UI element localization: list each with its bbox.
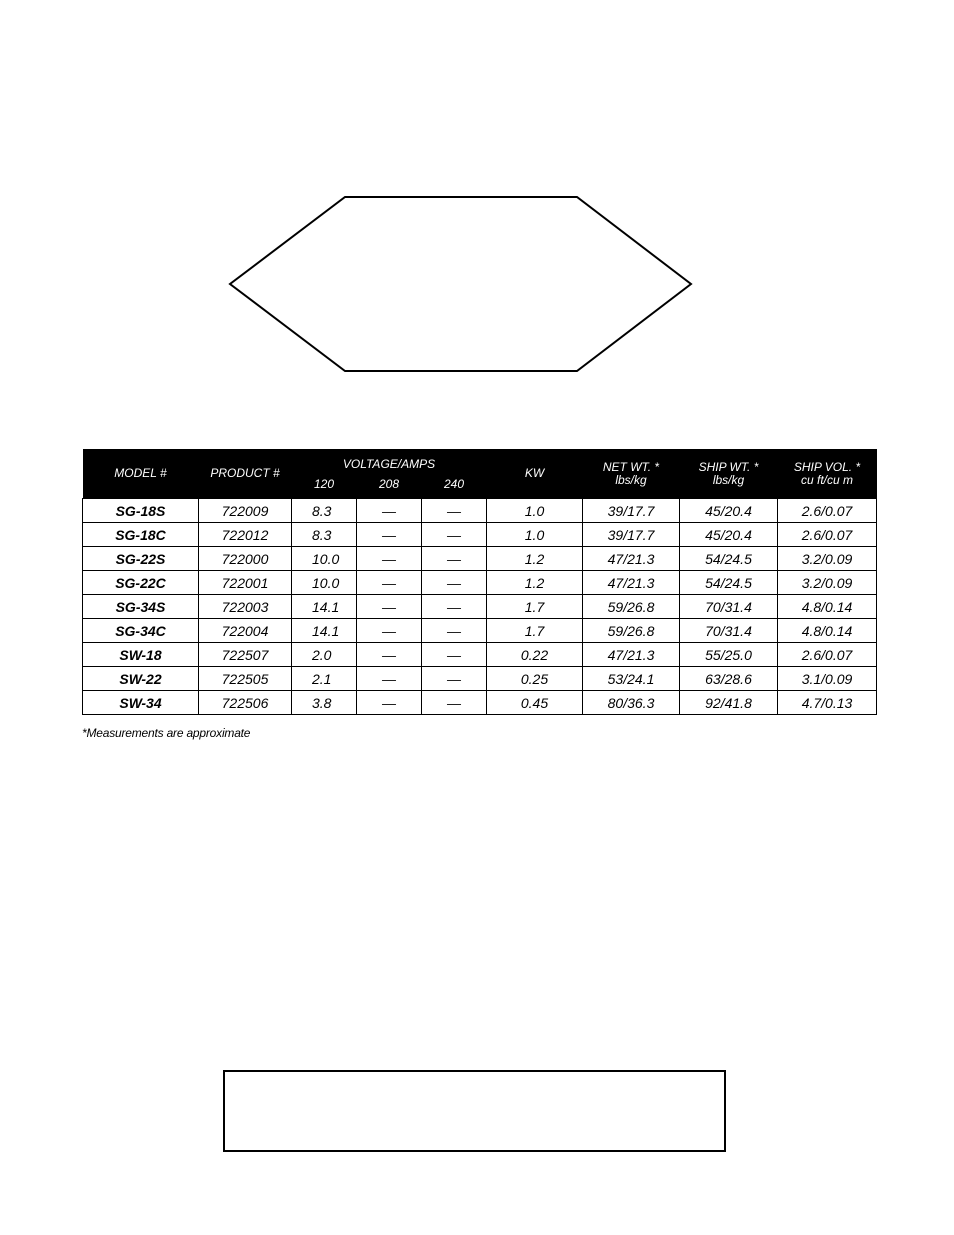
cell-model: SG-22S bbox=[83, 547, 199, 571]
header-net-wt-label: NET WT. * bbox=[602, 459, 660, 474]
header-model: MODEL # bbox=[83, 449, 199, 499]
table-row bbox=[83, 523, 877, 547]
cell-208v: — bbox=[357, 691, 422, 715]
header-kw: KW bbox=[487, 449, 583, 499]
header-ship-vol-unit: cu ft/cu m bbox=[800, 472, 853, 487]
cell-product: 722505 bbox=[199, 667, 292, 691]
cell-208v: — bbox=[357, 547, 422, 571]
cell-kw: 0.45 bbox=[487, 691, 583, 715]
table-row bbox=[83, 619, 877, 643]
cell-product: 722506 bbox=[199, 691, 292, 715]
cell-ship-vol: 2.6/0.07 bbox=[778, 499, 877, 523]
cell-208v: — bbox=[357, 667, 422, 691]
cell-net-wt: 53/24.1 bbox=[583, 667, 680, 691]
header-net-wt bbox=[583, 449, 680, 499]
cell-208v: — bbox=[357, 619, 422, 643]
cell-product: 722003 bbox=[199, 595, 292, 619]
cell-208v: — bbox=[357, 523, 422, 547]
cell-product: 722000 bbox=[199, 547, 292, 571]
cell-model: SG-18S bbox=[83, 499, 199, 523]
cell-net-wt: 47/21.3 bbox=[583, 547, 680, 571]
cell-ship-wt: 45/20.4 bbox=[680, 499, 778, 523]
table-row bbox=[83, 691, 877, 715]
cell-240v: — bbox=[422, 499, 487, 523]
header-ship-wt bbox=[680, 449, 778, 499]
cell-208v: — bbox=[357, 595, 422, 619]
cell-120v: 8.3 bbox=[292, 523, 357, 547]
cell-model: SG-18C bbox=[83, 523, 199, 547]
cell-product: 722009 bbox=[199, 499, 292, 523]
cell-model: SG-34S bbox=[83, 595, 199, 619]
cell-240v: — bbox=[422, 619, 487, 643]
cell-120v: 8.3 bbox=[292, 499, 357, 523]
measurements-footnote: *Measurements are approximate bbox=[82, 726, 251, 740]
cell-kw: 1.2 bbox=[487, 571, 583, 595]
cell-model: SW-22 bbox=[83, 667, 199, 691]
cell-net-wt: 47/21.3 bbox=[583, 643, 680, 667]
cell-ship-vol: 4.8/0.14 bbox=[778, 619, 877, 643]
cell-product: 722012 bbox=[199, 523, 292, 547]
cell-240v: — bbox=[422, 643, 487, 667]
header-net-wt-unit: lbs/kg bbox=[615, 472, 647, 487]
table-header-row bbox=[83, 449, 877, 471]
header-120v: 120 bbox=[292, 471, 357, 499]
header-ship-wt-label: SHIP WT. * bbox=[698, 459, 759, 474]
cell-ship-vol: 2.6/0.07 bbox=[778, 643, 877, 667]
cell-kw: 1.7 bbox=[487, 595, 583, 619]
header-240v: 240 bbox=[422, 471, 487, 499]
cell-ship-wt: 63/28.6 bbox=[680, 667, 778, 691]
table-row bbox=[83, 571, 877, 595]
cell-kw: 1.7 bbox=[487, 619, 583, 643]
cell-net-wt: 47/21.3 bbox=[583, 571, 680, 595]
cell-model: SG-22C bbox=[83, 571, 199, 595]
cell-120v: 10.0 bbox=[292, 547, 357, 571]
table-row bbox=[83, 499, 877, 523]
cell-240v: — bbox=[422, 523, 487, 547]
cell-120v: 14.1 bbox=[292, 619, 357, 643]
cell-ship-vol: 3.1/0.09 bbox=[778, 667, 877, 691]
empty-outlined-box bbox=[223, 1070, 726, 1152]
header-ship-vol bbox=[778, 449, 877, 499]
table-row bbox=[83, 547, 877, 571]
cell-ship-vol: 3.2/0.09 bbox=[778, 547, 877, 571]
cell-ship-vol: 4.7/0.13 bbox=[778, 691, 877, 715]
cell-ship-wt: 92/41.8 bbox=[680, 691, 778, 715]
cell-net-wt: 39/17.7 bbox=[583, 523, 680, 547]
cell-120v: 14.1 bbox=[292, 595, 357, 619]
header-ship-vol-label: SHIP VOL. * bbox=[793, 459, 861, 474]
cell-kw: 1.0 bbox=[487, 523, 583, 547]
cell-240v: — bbox=[422, 547, 487, 571]
cell-120v: 10.0 bbox=[292, 571, 357, 595]
header-208v: 208 bbox=[357, 471, 422, 499]
table-row bbox=[83, 643, 877, 667]
cell-net-wt: 59/26.8 bbox=[583, 619, 680, 643]
cell-ship-wt: 70/31.4 bbox=[680, 595, 778, 619]
cell-product: 722001 bbox=[199, 571, 292, 595]
cell-model: SW-18 bbox=[83, 643, 199, 667]
cell-ship-wt: 55/25.0 bbox=[680, 643, 778, 667]
cell-ship-vol: 2.6/0.07 bbox=[778, 523, 877, 547]
cell-ship-vol: 3.2/0.09 bbox=[778, 571, 877, 595]
header-ship-wt-unit: lbs/kg bbox=[712, 472, 745, 487]
cell-ship-wt: 45/20.4 bbox=[680, 523, 778, 547]
cell-net-wt: 59/26.8 bbox=[583, 595, 680, 619]
hexagon-outline-shape bbox=[228, 195, 694, 375]
cell-ship-wt: 54/24.5 bbox=[680, 571, 778, 595]
cell-product: 722004 bbox=[199, 619, 292, 643]
specifications-table bbox=[82, 449, 877, 715]
cell-120v: 3.8 bbox=[292, 691, 357, 715]
cell-120v: 2.1 bbox=[292, 667, 357, 691]
cell-120v: 2.0 bbox=[292, 643, 357, 667]
cell-240v: — bbox=[422, 667, 487, 691]
cell-ship-vol: 4.8/0.14 bbox=[778, 595, 877, 619]
cell-ship-wt: 70/31.4 bbox=[680, 619, 778, 643]
header-product: PRODUCT # bbox=[199, 449, 292, 499]
cell-208v: — bbox=[357, 499, 422, 523]
cell-kw: 1.0 bbox=[487, 499, 583, 523]
header-voltage-amps: VOLTAGE/AMPS bbox=[292, 449, 487, 471]
cell-model: SG-34C bbox=[83, 619, 199, 643]
cell-kw: 0.25 bbox=[487, 667, 583, 691]
table-row bbox=[83, 667, 877, 691]
table-row bbox=[83, 595, 877, 619]
cell-208v: — bbox=[357, 643, 422, 667]
cell-240v: — bbox=[422, 595, 487, 619]
cell-208v: — bbox=[357, 571, 422, 595]
cell-net-wt: 39/17.7 bbox=[583, 499, 680, 523]
cell-240v: — bbox=[422, 571, 487, 595]
cell-model: SW-34 bbox=[83, 691, 199, 715]
cell-net-wt: 80/36.3 bbox=[583, 691, 680, 715]
cell-ship-wt: 54/24.5 bbox=[680, 547, 778, 571]
cell-kw: 0.22 bbox=[487, 643, 583, 667]
cell-product: 722507 bbox=[199, 643, 292, 667]
cell-240v: — bbox=[422, 691, 487, 715]
cell-kw: 1.2 bbox=[487, 547, 583, 571]
